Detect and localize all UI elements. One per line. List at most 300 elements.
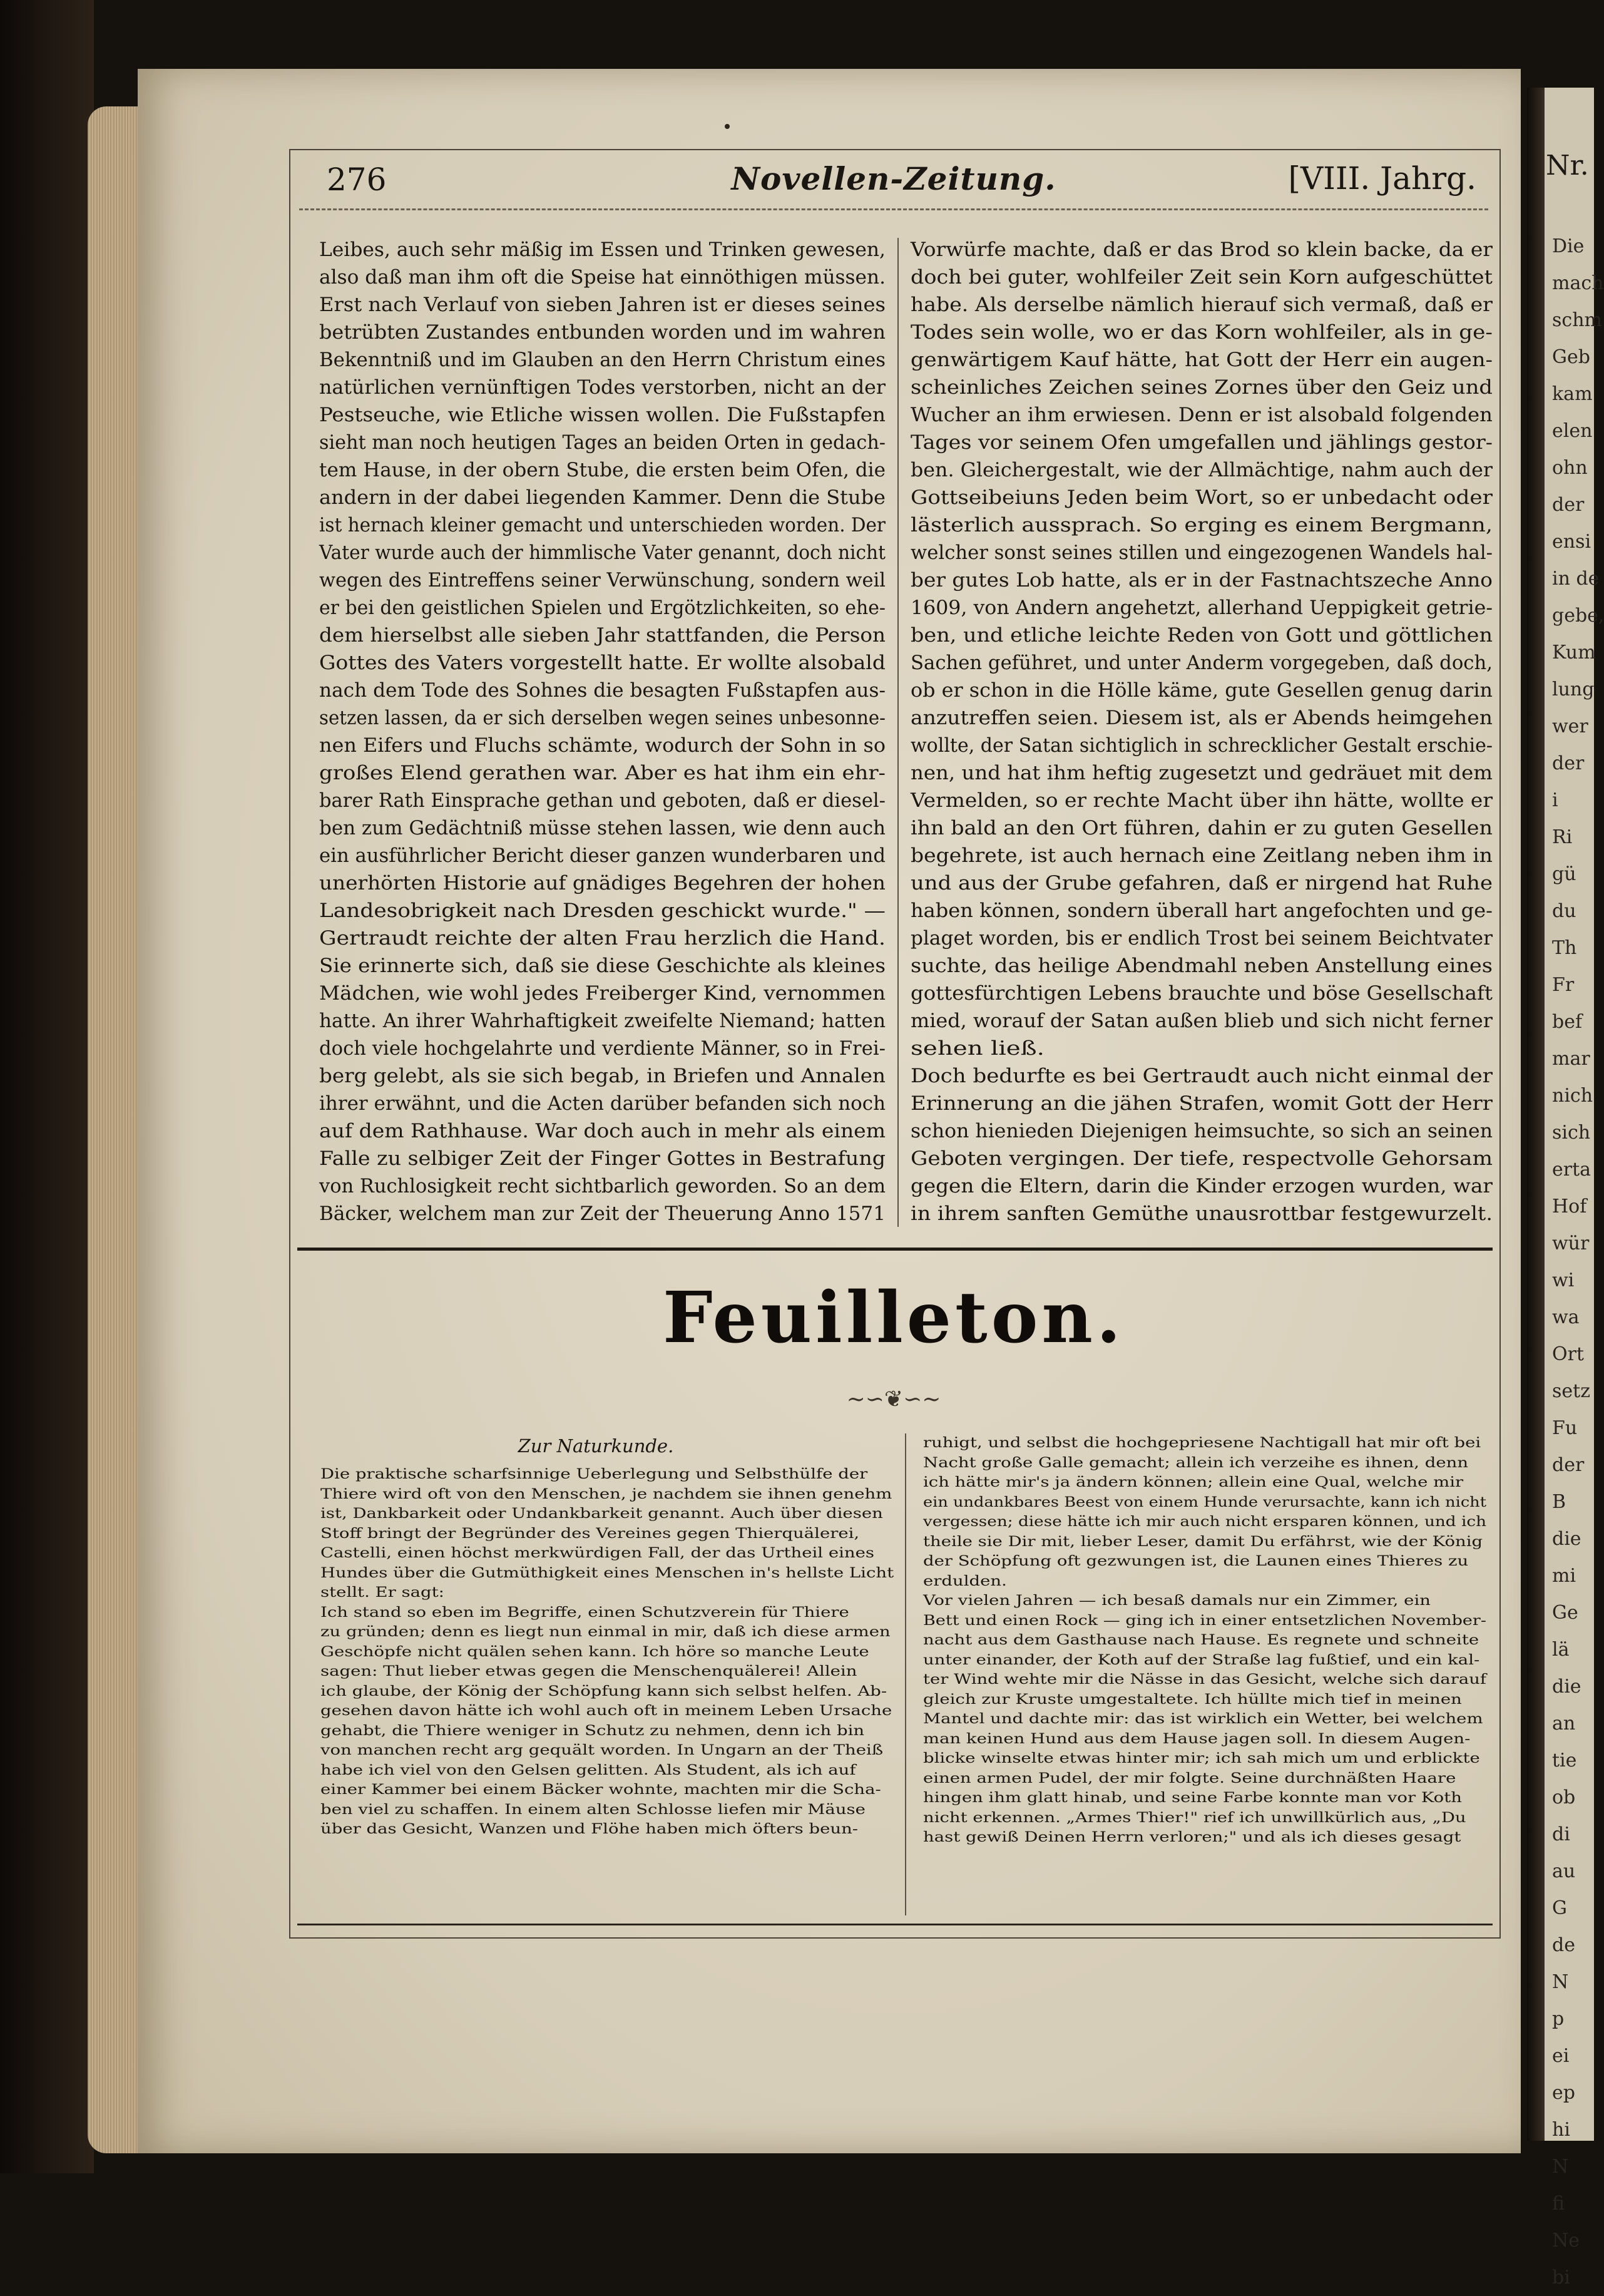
column-divider [897,238,899,1227]
facing-page-fragment: wa [1552,1306,1580,1328]
line-text: ruhigt, und selbst die hochgepriesene Nachtigall hat mir oft bei [923,1435,1481,1451]
text-line [320,1524,896,1544]
line-text: Bekenntniß und im Glauben an den Herrn Christum eines [319,349,886,371]
facing-page-fragment: fi [1552,2193,1565,2215]
text-line [911,814,1493,842]
line-text: habe. Als derselbe nämlich hierauf sich vermaß, daß er [911,294,1493,316]
ink-dot [725,124,730,129]
feuilleton-subheading: Zur Naturkunde. [518,1435,674,1457]
facing-page-fragment: di [1552,1823,1570,1845]
facing-page-fragment: gebe, [1552,605,1604,627]
facing-page-fragment: Th [1552,937,1577,959]
facing-page-fragment: nich [1552,1085,1593,1107]
running-header [289,156,1498,200]
line-text: mied, worauf der Satan außen blieb und sich nicht ferner [911,1010,1493,1032]
facing-page-fragment: Geb [1552,346,1590,368]
text-line [319,566,886,594]
text-line [911,319,1493,346]
journal-title: Novellen-Zeitung. [731,160,1056,197]
line-text: unter einander, der Koth auf der Straße lag fußtief, und ein kal- [923,1652,1480,1668]
line-text: Vorwürfe machte, daß er das Brod so klein backe, da er [911,238,1493,261]
text-line [319,1007,886,1035]
line-text: zu gründen; denn es liegt nun einmal in mir, daß ich diese armen [320,1624,891,1640]
text-line [319,539,886,566]
text-line [320,1504,896,1524]
facing-page-fragment: Fr [1552,974,1575,996]
text-line [319,264,886,291]
text-line [319,925,886,952]
line-text: über das Gesicht, Wanzen und Flöhe haben mich öfters beun- [320,1822,859,1837]
text-line [911,511,1493,539]
text-line [319,677,886,704]
line-text: nach dem Tode des Sohnes die besagten Fußstapfen aus- [319,679,886,702]
text-line [911,759,1493,787]
facing-page-fragment: wer [1552,715,1588,737]
facing-page-fragment: tie [1552,1750,1577,1771]
text-line [911,236,1493,264]
facing-page-fragment: N [1552,2156,1569,2178]
line-text: Todes sein wolle, wo er das Korn wohlfeiler, als in ge- [911,321,1493,344]
text-line [923,1512,1486,1532]
line-text: Geboten vergingen. Der tiefe, respectvolle Gehorsam [911,1147,1493,1170]
facing-page-fragment: p [1552,2008,1565,2030]
text-line [319,1145,886,1172]
line-text: gegen die Eltern, darin die Kinder erzogen wurden, war [911,1175,1493,1197]
facing-page-fragment: lung [1552,679,1595,700]
line-text: ich glaube, der König der Schöpfung kann sich selbst helfen. Ab- [320,1683,887,1699]
facing-page-fragment: elen [1552,420,1593,442]
feuilleton-heading: Feuilleton. [663,1277,1125,1359]
line-text: gehabt, die Thiere weniger in Schutz zu nehmen, denn ich bin [320,1723,865,1739]
text-line [319,814,886,842]
line-text: großes Elend gerathen war. Aber es hat ihm ein ehr- [319,762,886,784]
page-number: 276 [327,161,387,198]
text-line [319,594,886,622]
text-line [923,1552,1486,1572]
line-text: sagen: Thut lieber etwas gegen die Menschenquälerei! Allein [320,1664,857,1679]
facing-page-fragment: setz [1552,1380,1591,1402]
text-line [319,1062,886,1090]
text-line [320,1544,896,1564]
text-line [911,704,1493,732]
facing-page-fragment: B [1552,1491,1566,1513]
line-text: Bäcker, welchem man zur Zeit der Theuerung Anno 1571 [319,1202,886,1225]
text-line [911,1007,1493,1035]
line-text: Bett und einen Rock — ging ich in einer entsetzlichen November- [923,1612,1486,1629]
text-line [911,264,1493,291]
line-text: ben, und etliche leichte Reden von Gott und göttlichen [911,624,1493,647]
header-rule [299,208,1488,210]
facing-page-fragment: der [1552,1454,1585,1476]
text-line [923,1788,1486,1808]
text-line [911,622,1493,649]
line-text: Hundes über die Gutmüthigkeit eines Menschen in's hellste Licht [320,1565,894,1581]
line-text: haben können, sondern überall hart angefochten und ge- [911,899,1493,922]
book-spine [0,0,94,2173]
line-text: auf dem Rathhause. War doch auch in mehr als einem [319,1120,886,1142]
line-text: erdulden. [923,1573,1007,1589]
line-text: nen, und hat ihm heftig zugesetzt und gedräuet mit dem [911,762,1493,784]
line-text: ihn bald an den Ort führen, dahin er zu guten Gesellen [911,817,1493,839]
section-rule [297,1248,1493,1251]
facing-page-fragment: der [1552,494,1585,516]
text-line [923,1453,1486,1473]
line-text: Stoff bringt der Begründer des Vereines gegen Thierquälerei, [320,1525,860,1542]
line-text: Landesobrigkeit nach Dresden geschickt wurde." — [319,899,886,922]
line-text: in ihrem sanften Gemüthe unausrottbar festgewurzelt. [911,1202,1493,1225]
text-line [911,1117,1493,1145]
text-line [923,1709,1486,1730]
line-text: von manchen recht arg gequält worden. In Ungarn an der Theiß [320,1743,884,1758]
text-line [319,1200,886,1227]
text-line [320,1741,896,1761]
text-line [911,980,1493,1007]
line-text: Doch bedurfte es bei Gertraudt auch nicht einmal der [911,1065,1493,1087]
facing-page-fragment: kam [1552,383,1593,405]
text-line [923,1670,1486,1690]
line-text: tem Hause, in der obern Stube, die ersten beim Ofen, die [319,459,886,481]
text-line [911,897,1493,925]
line-text: betrübten Zustandes entbunden worden und im wahren [319,321,886,344]
text-line [923,1808,1486,1828]
line-text: ist, Dankbarkeit oder Undankbarkeit genannt. Auch über diesen [320,1506,883,1522]
line-text: hingen ihm glatt hinab, und seine Farbe konnte man vor Koth [923,1790,1463,1806]
text-line [319,787,886,814]
line-text: Mantel und dachte mir: das ist wirklich ein Wetter, bei welchem [923,1711,1483,1727]
text-line [319,897,886,925]
line-text: und aus der Grube gefahren, daß er nirgend hat Ruhe [911,872,1493,894]
line-text: schon hienieden Diejenigen heimsuchte, so sich an seinen [911,1120,1493,1142]
text-line [911,732,1493,759]
text-line [319,484,886,511]
line-text: Erinnerung an die jähen Strafen, womit Gott der Herr [911,1092,1493,1115]
line-text: stellt. Er sagt: [320,1585,444,1601]
facing-page-fragment: N [1552,1971,1569,1993]
line-text: Gottes des Vaters vorgestellt hatte. Er wollte alsobald [319,652,886,674]
line-text: Sachen geführet, und unter Anderm vorgegeben, daß doch, [911,652,1493,674]
line-text: anzutreffen seien. Diesem ist, als er Abends heimgehen [911,707,1493,729]
line-text: suchte, das heilige Abendmahl neben Anstellung eines [911,955,1493,977]
line-text: ihrer erwähnt, und die Acten darüber befanden sich noch [319,1092,886,1115]
facing-page-fragment: der [1552,752,1585,774]
text-line [911,291,1493,319]
text-line [911,1062,1493,1090]
line-text: dem hierselbst alle sieben Jahr stattfanden, die Person [319,624,886,647]
text-line [923,1690,1486,1710]
text-line [923,1730,1486,1750]
article-column-left [319,236,886,1227]
text-line [320,1701,896,1721]
text-line [320,1662,896,1682]
line-text: blicke winselte etwas hinter mir; ich sah mich um und erblickte [923,1751,1480,1766]
text-line [911,649,1493,677]
text-line [320,1603,896,1623]
line-text: Leibes, auch sehr mäßig im Essen und Trinken gewesen, [319,238,886,261]
text-line [911,787,1493,814]
text-line [911,429,1493,456]
facing-page-header: Nr. [1546,150,1589,182]
line-text: hast gewiß Deinen Herrn verloren;" und als ich dieses gesagt [923,1830,1461,1845]
line-text: einen armen Pudel, der mir folgte. Seine durchnäßten Haare [923,1770,1456,1786]
gutter-shadow [1527,88,1545,2141]
line-text: unerhörten Historie auf gnädiges Begehren der hohen [319,872,886,894]
text-line [319,1117,886,1145]
bottom-rule [297,1924,1493,1925]
line-text: Pestseuche, wie Etliche wissen wollen. Die Fußstapfen [319,404,886,426]
volume-label: [VIII. Jahrg. [1288,160,1476,197]
line-text: hatte. An ihrer Wahrhaftigkeit zweifelte Niemand; hatten [319,1010,886,1032]
text-line [923,1493,1486,1513]
facing-page-fragment: wür [1552,1233,1590,1254]
text-line [319,429,886,456]
facing-page-fragment: Die [1552,235,1585,257]
facing-page-fragment: du [1552,900,1576,922]
line-text: doch bei guter, wohlfeiler Zeit sein Korn aufgeschüttet [911,266,1493,289]
text-line [320,1622,896,1643]
text-line [911,842,1493,869]
text-line [319,374,886,401]
line-text: Wucher an ihm erwiesen. Denn er ist alsobald folgenden [911,404,1493,426]
line-text: ben. Gleichergestalt, wie der Allmächtige, nahm auch der [911,459,1493,481]
facing-page-fragment: bef [1552,1011,1583,1033]
facing-page-fragment: bi [1552,2267,1570,2288]
text-line [319,980,886,1007]
facing-page-fragment: ei [1552,2045,1570,2067]
text-line [319,952,886,980]
line-text: ob er schon in die Hölle käme, gute Gesellen genug darin [911,679,1493,702]
facing-page [1527,88,1604,2288]
feuilleton-column-left [320,1465,896,1840]
line-text: gleich zur Kruste umgestaltete. Ich hüllte mich tief in meinen [923,1691,1462,1708]
facing-page-fragment: ensi [1552,531,1591,553]
line-text: setzen lassen, da er sich derselben wegen seines unbesonne- [319,707,886,729]
facing-page-fragment: Fu [1552,1417,1578,1439]
facing-page-fragment: ob [1552,1786,1576,1808]
line-text: lästerlich aussprach. So erging es einem Bergmann, [911,514,1493,536]
line-text: Nacht große Galle gemacht; allein ich verzeihe es ihnen, denn [923,1455,1469,1471]
facing-page-fragment: mar [1552,1048,1590,1070]
text-line [319,649,886,677]
facing-page-fragment: au [1552,1860,1576,1882]
facing-page-fragment: mach [1552,272,1604,294]
facing-page-fragment: die [1552,1676,1581,1698]
text-line [319,456,886,484]
line-text: habe ich viel von den Gelsen gelitten. Als Student, als ich auf [320,1762,856,1778]
text-line [319,291,886,319]
line-text: Castelli, einen höchst merkwürdigen Fall, der das Urtheil eines [320,1545,874,1561]
text-line [923,1651,1486,1671]
line-text: Tages vor seinem Ofen umgefallen und jählings gestor- [911,431,1493,454]
facing-page-fragment: ep [1552,2082,1575,2104]
facing-page-fragment: die [1552,1528,1581,1550]
line-text: Geschöpfe nicht quälen sehen kann. Ich höre so manche Leute [320,1644,869,1660]
facing-page-fragment: Hof [1552,1196,1587,1217]
text-line [923,1591,1486,1611]
text-line [911,1145,1493,1172]
facing-page-fragment: ohn [1552,457,1588,479]
text-line [319,759,886,787]
line-text: ich hätte mir's ja ändern können; allein eine Qual, welche mir [923,1475,1464,1490]
text-line [923,1611,1486,1631]
text-line [319,236,886,264]
line-text: 1609, von Andern angehetzt, allerhand Ueppigkeit getrie- [911,597,1493,619]
line-text: theile sie Dir mit, lieber Leser, damit Du erfährst, wie der König [923,1534,1483,1550]
text-line [911,952,1493,980]
line-text: doch viele hochgelahrte und verdiente Männer, so in Frei- [319,1037,886,1060]
text-line [911,484,1493,511]
line-text: andern in der dabei liegenden Kammer. Denn die Stube [319,486,886,509]
text-line [911,594,1493,622]
facing-page-fragment: G [1552,1897,1567,1919]
line-text: Thiere wird oft von den Menschen, je nachdem sie ihnen genehm [320,1486,892,1502]
text-line [319,869,886,897]
line-text: ter Wind wehte mir die Nässe in das Gesicht, welche sich darauf [923,1672,1486,1688]
facing-page-fragment: Ort [1552,1343,1584,1365]
text-line [911,401,1493,429]
text-line [320,1643,896,1663]
line-text: man keinen Hund aus dem Hause jagen soll. In diesem Augen- [923,1731,1471,1747]
facing-page-fragment: lä [1552,1639,1570,1661]
text-line [911,925,1493,952]
facing-page-fragment: Kum [1552,642,1596,664]
facing-page-fragment: Ri [1552,826,1573,848]
line-text: Vermelden, so er rechte Macht über ihn hätte, wollte er [911,789,1493,812]
line-text: ber gutes Lob hatte, als er in der Fastnachtszeche Anno [911,569,1493,592]
feuilleton-column-right [923,1433,1486,1848]
line-text: Gottseibeiuns Jeden beim Wort, so er unbedacht oder [911,486,1493,509]
text-line [319,622,886,649]
facing-page-fragment: an [1552,1713,1576,1735]
text-line [923,1769,1486,1789]
line-text: wollte, der Satan sichtiglich in schrecklicher Gestalt erschie- [911,734,1493,757]
text-line [911,1035,1493,1062]
line-text: barer Rath Einsprache gethan und geboten, daß er diesel- [319,789,886,812]
article-column-right [911,236,1493,1227]
text-line [320,1564,896,1584]
text-line [911,1090,1493,1117]
text-line [923,1433,1486,1453]
line-text: Falle zu selbiger Zeit der Finger Gottes in Bestrafung [319,1147,886,1170]
line-text: nicht erkennen. „Armes Thier!" rief ich unwillkürlich aus, „Du [923,1810,1466,1826]
line-text: Die praktische scharfsinnige Ueberlegung und Selbsthülfe der [320,1467,868,1482]
text-line [319,1090,886,1117]
text-line [911,1172,1493,1200]
line-text: sieht man noch heutigen Tages an beiden Orten in gedach- [319,431,886,454]
line-text: Vater wurde auch der himmlische Vater genannt, doch nicht [319,541,886,564]
line-text: Gertraudt reichte der alten Frau herzlich die Hand. [319,927,886,950]
line-text: plaget worden, bis er endlich Trost bei seinem Beichtvater [911,927,1493,950]
ornament-divider: ~∽❦∽~ [846,1386,941,1412]
line-text: also daß man ihm oft die Speise hat einnöthigen müssen. [319,266,886,289]
text-line [923,1572,1486,1592]
line-text: ein ausführlicher Bericht dieser ganzen wunderbaren und [319,844,886,867]
line-text: der Schöpfung oft gezwungen ist, die Launen eines Thieres zu [923,1554,1469,1569]
line-text: sehen ließ. [911,1037,1045,1060]
line-text: nacht aus dem Gasthause nach Hause. Es regnete und schneite [923,1632,1479,1648]
facing-page-fragment: erta [1552,1159,1591,1181]
text-line [319,319,886,346]
facing-page-fragment: Ne [1552,2230,1580,2252]
text-line [923,1532,1486,1552]
line-text: Vor vielen Jahren — ich besaß damals nur ein Zimmer, ein [923,1593,1431,1609]
text-line [911,539,1493,566]
facing-page-fragment: in de [1552,568,1600,590]
text-line [911,566,1493,594]
line-text: Ich stand so eben im Begriffe, einen Schutzverein für Thiere [320,1604,849,1621]
text-line [911,869,1493,897]
text-line [320,1800,896,1820]
line-text: berg gelebt, als sie sich begab, in Briefen und Annalen [319,1065,886,1087]
line-text: ist hernach kleiner gemacht und unterschieden worden. Der [319,514,886,536]
line-text: gesehen davon hätte ich wohl auch oft in meinem Leben Ursache [320,1703,892,1719]
text-line [320,1761,896,1781]
text-line [319,511,886,539]
line-text: scheinliches Zeichen seines Zornes über den Geiz und [911,376,1493,399]
feuilleton-column-divider [905,1433,906,1915]
line-text: wegen des Eintreffens seiner Verwünschung, sondern weil [319,569,886,592]
line-text: ben zum Gedächtniß müsse stehen lassen, wie denn auch [319,817,886,839]
text-line [923,1749,1486,1769]
facing-page-fragment: mi [1552,1565,1576,1587]
line-text: er bei den geistlichen Spielen und Ergötzlichkeiten, so ehe- [319,597,886,619]
text-line [911,1200,1493,1227]
facing-page-fragment: sich [1552,1122,1591,1144]
text-line [319,401,886,429]
line-text: Mädchen, wie wohl jedes Freiberger Kind, vernommen [319,982,886,1005]
text-line [320,1465,896,1485]
facing-page-fragment: schm [1552,309,1602,331]
line-text: welcher sonst seines stillen und eingezogenen Wandels hal- [911,541,1493,564]
text-line [319,842,886,869]
facing-page-fragment: de [1552,1934,1575,1956]
line-text: einer Kammer bei einem Bäcker wohnte, machten mir die Scha- [320,1782,881,1798]
text-line [923,1828,1486,1848]
text-line [320,1583,896,1603]
line-text: ben viel zu schaffen. In einem alten Schlosse liefen mir Mäuse [320,1801,866,1818]
line-text: ein undankbares Beest von einem Hunde verursachte, kann ich nicht [923,1494,1486,1510]
line-text: vergessen; diese hätte ich mir auch nicht ersparen können, und ich [923,1514,1486,1530]
text-line [911,677,1493,704]
line-text: genwärtigem Kauf hätte, hat Gott der Herr ein augen- [911,349,1493,371]
facing-page-fragment: i [1552,789,1558,811]
line-text: gottesfürchtigen Lebens brauchte und böse Gesellschaft [911,982,1493,1005]
text-line [911,374,1493,401]
line-text: Sie erinnerte sich, daß sie diese Geschichte als kleines [319,955,886,977]
line-text: von Ruchlosigkeit recht sichtbarlich geworden. So an dem [319,1175,886,1197]
text-line [320,1682,896,1702]
text-line [320,1485,896,1505]
text-line [923,1473,1486,1493]
text-line [911,346,1493,374]
line-text: Erst nach Verlauf von sieben Jahren ist er dieses seines [319,294,886,316]
text-line [319,1172,886,1200]
line-text: begehrete, ist auch hernach eine Zeitlang neben ihm in [911,844,1493,867]
line-text: natürlichen vernünftigen Todes verstorben, nicht an der [319,376,886,399]
text-line [320,1721,896,1741]
facing-page-fragment: hi [1552,2119,1570,2141]
facing-page-fragment: wi [1552,1269,1575,1291]
text-line [319,704,886,732]
text-line [320,1780,896,1800]
facing-page-fragment: gü [1552,863,1576,885]
text-line [923,1631,1486,1651]
text-line [320,1820,896,1840]
line-text: nen Eifers und Fluchs schämte, wodurch der Sohn in so [319,734,886,757]
text-line [319,1035,886,1062]
text-line [319,732,886,759]
facing-page-fragment: Ge [1552,1602,1578,1624]
text-line [911,456,1493,484]
